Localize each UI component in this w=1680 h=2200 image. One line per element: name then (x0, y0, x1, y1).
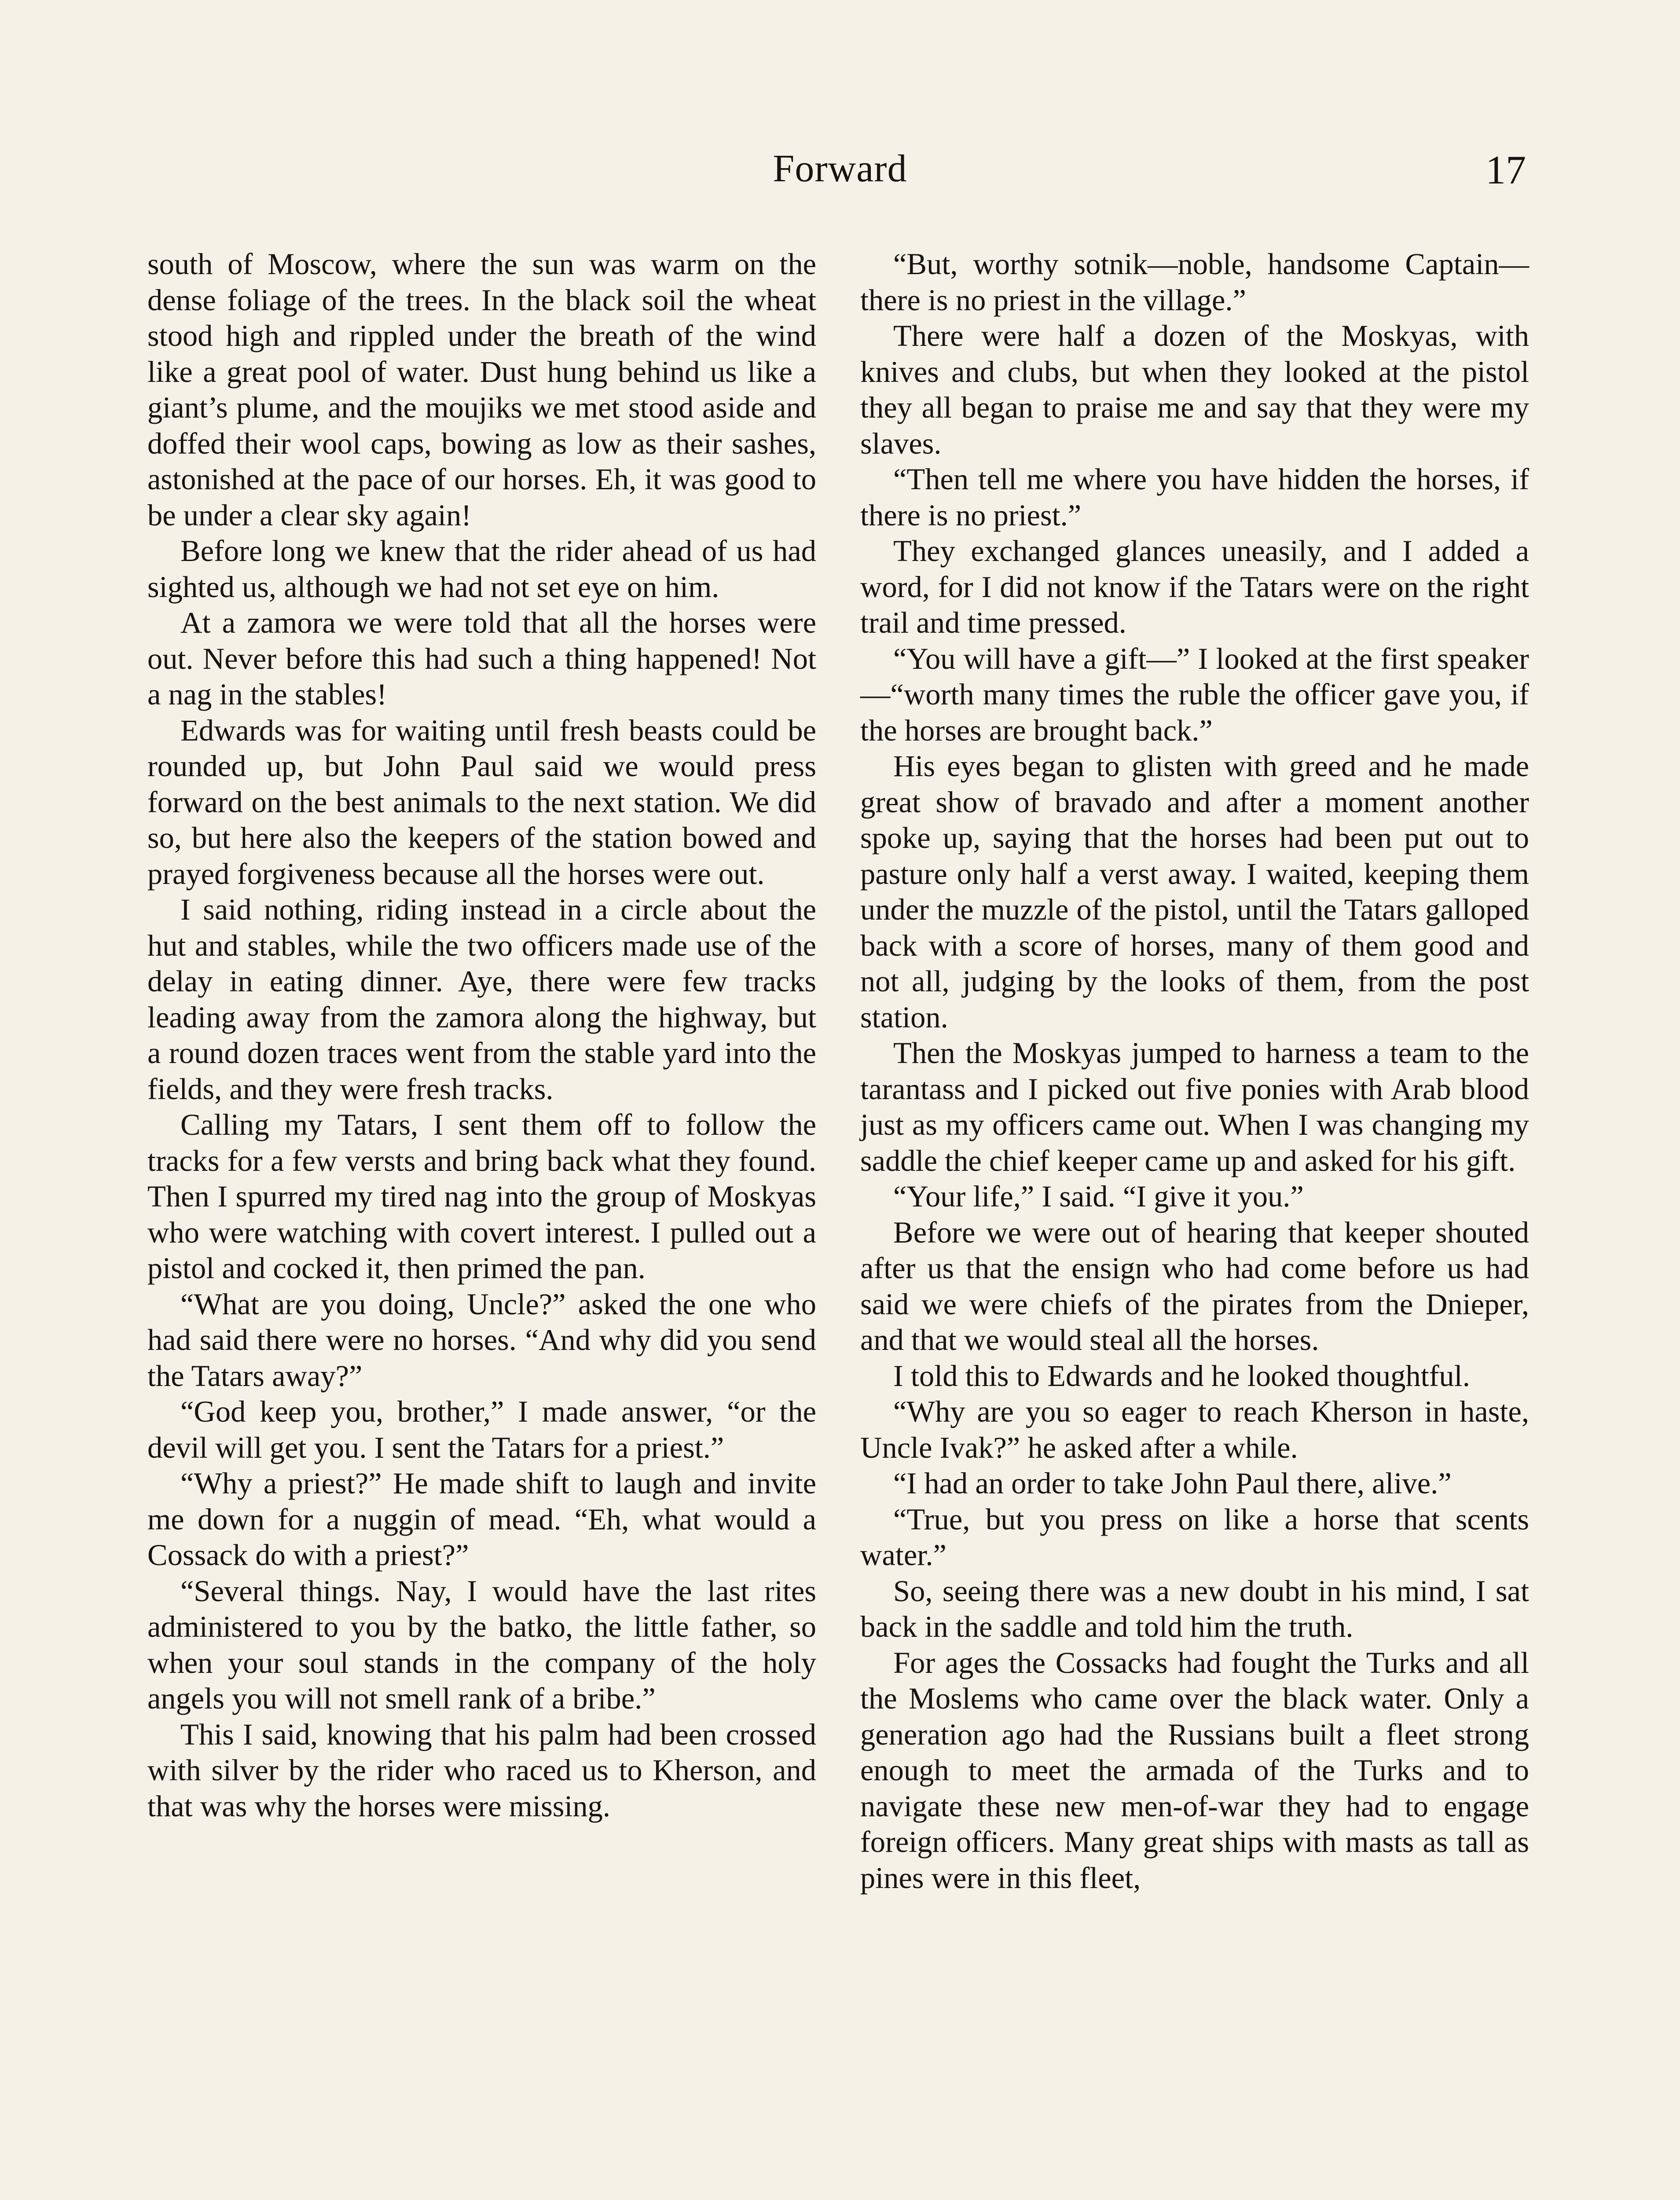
paragraph: “True, but you press on like a horse that scents water.” (860, 1502, 1529, 1572)
paragraph: This I said, knowing that his palm had been crossed with silver by the rider who raced us to Kherson, and that was why the horses were missing. (147, 1717, 816, 1823)
paragraph: Calling my Tatars, I sent them off to follow the tracks for a few versts and bring back what they found. Then I spurred my tired nag into the group of Moskyas who were watching with covert interest. I pulled out a pistol and cocked it, then primed the pan. (147, 1108, 816, 1285)
paragraph: “But, worthy sotnik—noble, handsome Captain—there is no priest in the village.” (860, 247, 1529, 317)
paragraph: So, seeing there was a new doubt in his mind, I sat back in the saddle and told him the truth. (860, 1574, 1529, 1643)
paragraph: south of Moscow, where the sun was warm on the dense foliage of the trees. In the black soil the wheat stood high and rippled under the breath of the wind like a great pool of water. Dust hung behind us like a giant’s plume, and the moujiks we met stood aside and doffed their wool caps, bowing as low as their sashes, astonished at the pace of our horses. Eh, it was good to be under a clear sky again! (147, 247, 816, 532)
paragraph: I told this to Edwards and he looked thoughtful. (893, 1359, 1470, 1393)
paragraph: I said nothing, riding instead in a circle about the hut and stables, while the two officers made use of the delay in eating dinner. Aye, there were few tracks leading away from the zamora along the highway, but a round dozen traces went from the stable yard into the fields, and they were fresh tracks. (147, 893, 816, 1106)
running-header-title: Forward (773, 147, 907, 190)
paragraph: “Why are you so eager to reach Kherson in haste, Uncle Ivak?” he asked after a while. (860, 1395, 1529, 1464)
paragraph: “I had an order to take John Paul there, alive.” (893, 1467, 1452, 1500)
paragraph: There were half a dozen of the Moskyas, with knives and clubs, but when they looked at the pistol they all began to praise me and say that they were my slaves. (860, 319, 1529, 460)
paragraph: “Your life,” I said. “I give it you.” (893, 1180, 1304, 1213)
paragraph: Before long we knew that the rider ahead of us had sighted us, although we had not set eye on him. (147, 534, 816, 604)
paragraph: “God keep you, brother,” I made answer, “or the devil will get you. I sent the Tatars for a priest.” (147, 1395, 816, 1464)
left-text-column (147, 246, 816, 1824)
page-number: 17 (1486, 147, 1526, 192)
paragraph: “You will have a gift—” I looked at the first speaker—“worth many times the ruble the officer gave you, if the horses are brought back.” (860, 642, 1529, 747)
right-text-column (860, 246, 1529, 1896)
paragraph: “What are you doing, Uncle?” asked the one who had said there were no horses. “And why did you send the Tatars away?” (147, 1287, 816, 1393)
paragraph: Before we were out of hearing that keeper shouted after us that the ensign who had come before us had said we were chiefs of the pirates from the Dnieper, and that we would steal all the horses. (860, 1215, 1529, 1357)
paragraph: His eyes began to glisten with greed and he made great show of bravado and after a moment another spoke up, saying that the horses had been put out to pasture only half a verst away. I waited, keeping them under the muzzle of the pistol, until the Tatars galloped back with a score of horses, many of them good and not all, judging by the looks of them, from the post station. (860, 749, 1529, 1034)
paragraph: For ages the Cossacks had fought the Turks and all the Moslems who came over the black water. Only a generation ago had the Russians built a fleet strong enough to meet the armada of the Turks and to navigate these new men-of-war they had to engage foreign officers. Many great ships with masts as tall as pines were in this fleet, (860, 1646, 1529, 1895)
paragraph: They exchanged glances uneasily, and I added a word, for I did not know if the Tatars were on the right trail and time pressed. (860, 534, 1529, 639)
paragraph: “Several things. Nay, I would have the last rites administered to you by the batko, the little father, so when your soul stands in the company of the holy angels you will not smell rank of a bribe.” (147, 1574, 816, 1715)
paragraph: “Why a priest?” He made shift to laugh and invite me down for a nuggin of mead. “Eh, what would a Cossack do with a priest?” (147, 1467, 816, 1572)
paragraph: At a zamora we were told that all the horses were out. Never before this had such a thing happened! Not a nag in the stables! (147, 606, 816, 711)
paragraph: Then the Moskyas jumped to harness a team to the tarantass and I picked out five ponies with Arab blood just as my officers came out. When I was changing my saddle the chief keeper came up and asked for his gift. (860, 1036, 1529, 1177)
paragraph: “Then tell me where you have hidden the horses, if there is no priest.” (860, 462, 1529, 532)
paragraph: Edwards was for waiting until fresh beasts could be rounded up, but John Paul said we would press forward on the best animals to the next station. We did so, but here also the keepers of the station bowed and prayed forgiveness because all the horses were out. (147, 713, 816, 891)
